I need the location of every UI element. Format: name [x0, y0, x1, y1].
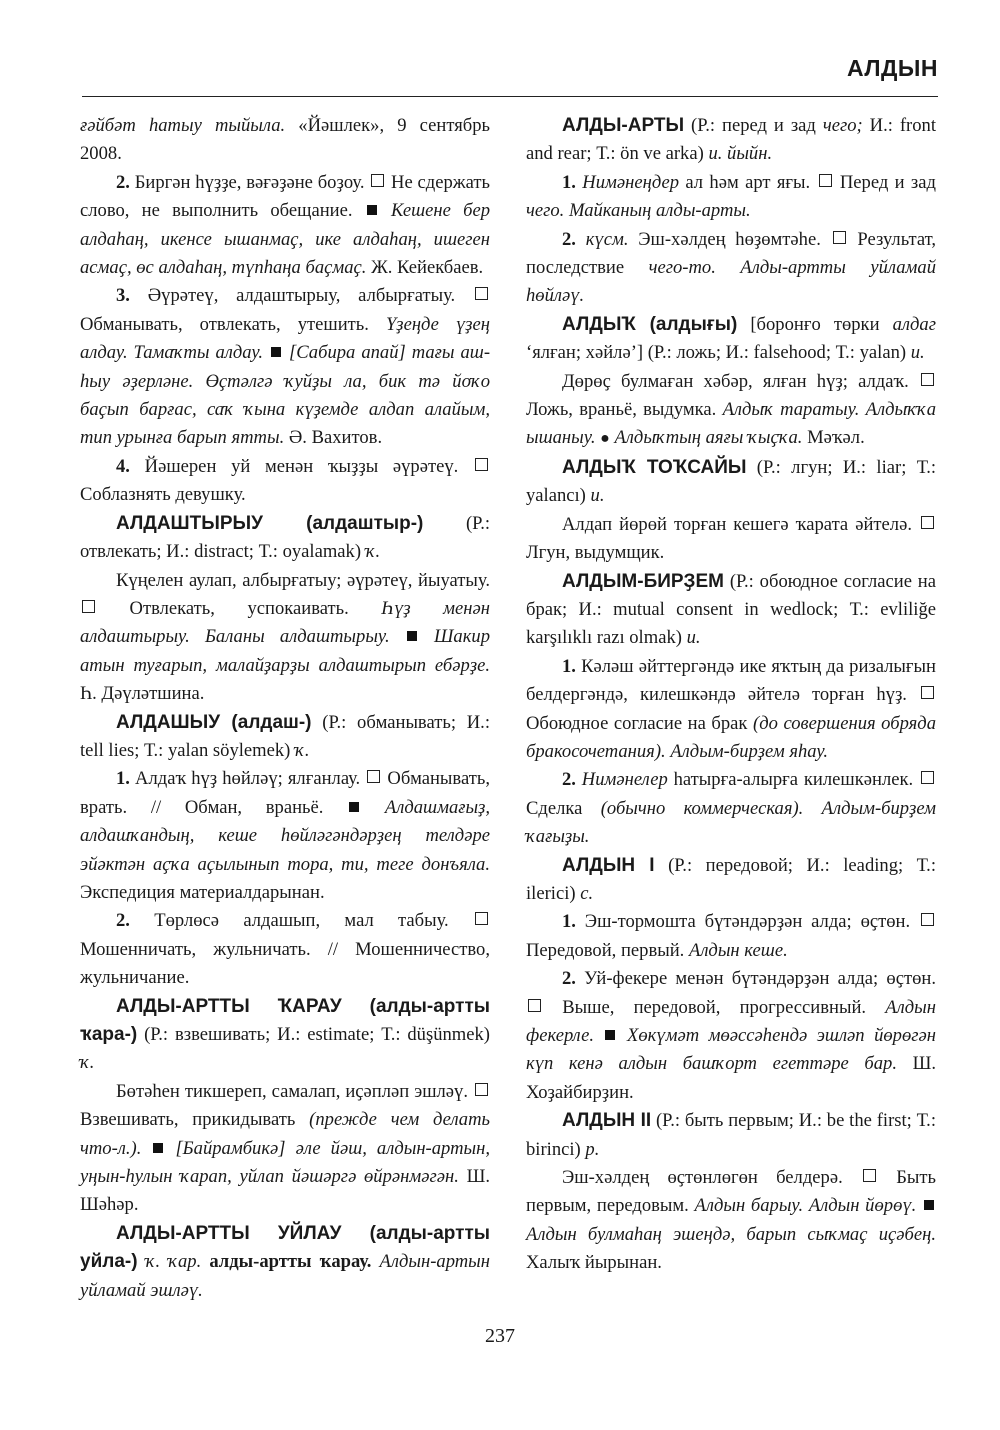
running-head: АЛДЫН — [846, 55, 938, 81]
entry-definition: Дөрөҫ булмаған хәбәр, ялған һүҙ; алдаҡ. Ложь, враньё, выдумка. Алдыҡ таратыу. Алдыҡҡа ышаныу. ● Алдыҡтың аяғы ҡыҫҡа. Мәҡәл. — [526, 370, 936, 449]
entry-definition: Күңелен аулап, албырғатыу; әүрәтеү, йыуатыу. Отвлекать, успокаивать. Һүҙ менән алдаштырыу. Баланы алдаштырыу. Шакир атын туғарып, малайҙарҙы алдаштырып ебәрҙе. Һ. Дәүләтшина. — [80, 569, 490, 705]
black-square-icon — [605, 1030, 615, 1040]
white-square-icon — [475, 287, 488, 300]
sense-3: 3. Әүрәтеү, алдаштырыу, албырғатыу. Обманывать, отвлекать, утешить. Үҙеңде үҙең алдау. Тамаҡты алдау. [Сабира апай] тағы аш-һыу әҙерләне. Өҫтәлгә ҡуйҙы ла, бик тә йоҡо баҫып барғас, саҡ ҡына күҙемде алдап алайым, тип урынға барып ятты. Ә. Вахитов. — [80, 285, 491, 449]
entry-aldyk: АЛДЫҠ (алдығы) [боронғо төрки алдаг ‘ялған; хәйлә’] (Р.: ложь; И.: falsehood; Т.: yalan) и. — [526, 313, 936, 364]
entry-definition: Бөтәһен тикшереп, самалап, иҫәпләп эшләү. Взвешивать, прикидывать (прежде чем делать что-л.). [Байрамбикә] әле йәш, алдын-артын, уңын-һулын ҡарап, уйлап йәшәргә өйрәнмәгән. Ш. Шәһәр. — [80, 1080, 490, 1216]
headword: АЛДАШТЫРЫУ (алдаштыр-) — [116, 512, 424, 534]
headword: АЛДЫМ-БИРҘЕМ — [562, 570, 724, 592]
headword: АЛДАШЫУ (алдаш-) — [116, 711, 312, 733]
sense-4: 4. Йәшерен уй менән ҡыҙҙы әүрәтеү. Соблазнять девушку. — [80, 453, 490, 510]
white-square-icon — [371, 174, 384, 187]
entry-aldy-arty-karau: АЛДЫ-АРТТЫ ҠАРАУ (алды-артты ҡара-) (Р.: взвешивать; И.: estimate; Т.: düşünmek) ҡ. — [80, 995, 490, 1074]
sense-2: 2. Биргән һүҙҙе, вәғәҙәне боҙоу. Не сдержать слово, не выполнить обещание. Кешене бер алдаһаң, икенсе ышанмаҫ, ике алдаһаң, ишеген асмаҫ, өс алдаһаң, түпһаңа баҫмаҫ. Ж. Кейекбаев. — [80, 171, 491, 279]
headword: АЛДЫН II — [562, 1110, 652, 1132]
white-square-icon — [921, 913, 934, 926]
sense-2: 2. күсм. Эш-хәлдең һөҙөмтәһе. Результат, последствие чего-то. Алды-артты уйламай һөйләү. — [526, 228, 936, 307]
entry-aldym-birzem: АЛДЫМ-БИРҘЕМ (Р.: обоюдное согласие на брак; И.: mutual consent in wedlock; Т.: evliliğe karşılıklı razı olmak) и. — [526, 570, 936, 649]
white-square-icon — [921, 373, 934, 386]
entry-alddashtyryu: АЛДАШТЫРЫУ (алдаштыр-) (Р.: отвлекать; И.: distract; Т.: oyalamak) ҡ. — [80, 512, 491, 563]
entry-aldashyu: АЛДАШЫУ (алдаш-) (Р.: обманывать; И.: tell lies; Т.: yalan söylemek) ҡ. — [80, 711, 490, 761]
right-column — [526, 112, 936, 1278]
headword: АЛДЫҠ ТОҠСАЙЫ — [562, 456, 747, 478]
black-square-icon — [367, 205, 377, 215]
left-column — [80, 112, 490, 1305]
entry-continuation: ғәйбәт һатыу тыйыла. «Йәшлек», 9 сентябрь 2008. — [80, 115, 490, 165]
entry-aldy-arty: АЛДЫ-АРТЫ (Р.: перед и зад чего; И.: front and rear; Т.: ön ve arka) и. йыйн. — [526, 115, 936, 165]
white-square-icon — [921, 686, 934, 699]
entry-definition: Эш-хәлдең өҫтөнлөгөн белдерә. Быть первым, передовым. Алдын барыу. Алдын йөрөү. Алдын булмаһаң эшеңдә, барып сыҡмаҫ иҫәбең. Халыҡ йырынан. — [526, 1167, 936, 1274]
sense-1: 1. Алдаҡ һүҙ һөйләү; ялғанлау. Обманывать, врать. // Обман, враньё. Алдашмағыҙ, алдашҡандың, кеше һөйләгәндәрҙең телдәре эйәктән аҫҡа аҫылынып тора, ти, теге донъяла. Экспедиция материалдарынан. — [80, 768, 490, 903]
sense-1: 1. Кәләш әйттергәндә ике яҡтың да ризалығын белдергәндә, килешкәндә әйтелә торған һүҙ. Обоюдное согласие на брак (до совершения обряда бракосочетания). Алдым-бирҙем яһау. — [526, 655, 936, 762]
white-square-icon — [475, 458, 488, 471]
page-number: 237 — [485, 1325, 515, 1347]
white-square-icon — [863, 1169, 876, 1182]
sense-2: 2. Төрлөсә алдашып, мал табыу. Мошенничать, жульничать. // Мошенничество, жульничание. — [80, 910, 490, 989]
sense-1: 1. Нимәнеңдер ал һәм арт яғы. Перед и зад чего. Майканың алды-арты. — [526, 171, 936, 222]
white-square-icon — [475, 1083, 488, 1096]
white-square-icon — [475, 912, 488, 925]
black-square-icon — [271, 347, 281, 357]
headword: АЛДЫ-АРТТЫ ҠАРАУ (алды-артты ҡара-) — [80, 995, 490, 1045]
entry-aldy-arty-uylau: АЛДЫ-АРТТЫ УЙЛАУ (алды-артты уйла-) ҡ. ҡар. алды-артты ҡарау. Алдын-артын уйламай эшләү. — [80, 1222, 490, 1301]
sense-2: 2. Нимәнелер һатырға-алырға килешкәнлек. Сделка (обычно коммерческая). Алдым-бирҙем ҡағыҙы. — [526, 769, 936, 848]
entry-aldyn-1: АЛДЫН I (Р.: передовой; И.: leading; Т.: ilerici) с. — [526, 854, 936, 904]
black-square-icon — [924, 1200, 934, 1210]
white-square-icon — [528, 999, 541, 1012]
entry-aldyk-toksayy: АЛДЫҠ ТОҠСАЙЫ (Р.: лгун; И.: liar; Т.: yalancı) и. — [526, 456, 937, 507]
sense-1: 1. Эш-тормошта бүтәндәрҙән алда; өҫтөн. Передовой, первый. Алдын кеше. — [526, 908, 936, 965]
headword: АЛДЫ-АРТТЫ УЙЛАУ (алды-артты уйла-) — [80, 1222, 490, 1273]
black-square-icon — [407, 631, 417, 641]
headword: АЛДЫ-АРТЫ — [562, 115, 685, 136]
black-square-icon — [349, 802, 359, 812]
headword: АЛДЫН I — [562, 854, 655, 876]
black-circle-icon: ● — [600, 430, 610, 448]
white-square-icon — [819, 174, 832, 187]
entry-definition: Алдап йөрөй торған кешегә ҡарата әйтелә. Лгун, выдумщик. — [526, 511, 936, 568]
white-square-icon — [921, 771, 934, 784]
white-square-icon — [833, 231, 846, 244]
black-square-icon — [153, 1143, 163, 1153]
sense-2: 2. Уй-фекере менән бүтәндәрҙән алда; өҫтөн. Выше, передовой, прогрессивный. Алдын фекерле. Хөкүмәт мөәссәһендә эшләп йөрөгән күп кенә алдын башҡорт егеттәре бар. Ш. Хоҙайбирҙин. — [526, 968, 936, 1103]
entry-aldyn-2: АЛДЫН II (Р.: быть первым; И.: be the first; Т.: birinci) р. — [526, 1110, 936, 1160]
white-square-icon — [367, 770, 380, 783]
white-square-icon — [921, 516, 934, 529]
white-square-icon — [82, 600, 95, 613]
headword: АЛДЫҠ (алдығы) — [562, 313, 738, 335]
header-rule — [82, 96, 938, 97]
